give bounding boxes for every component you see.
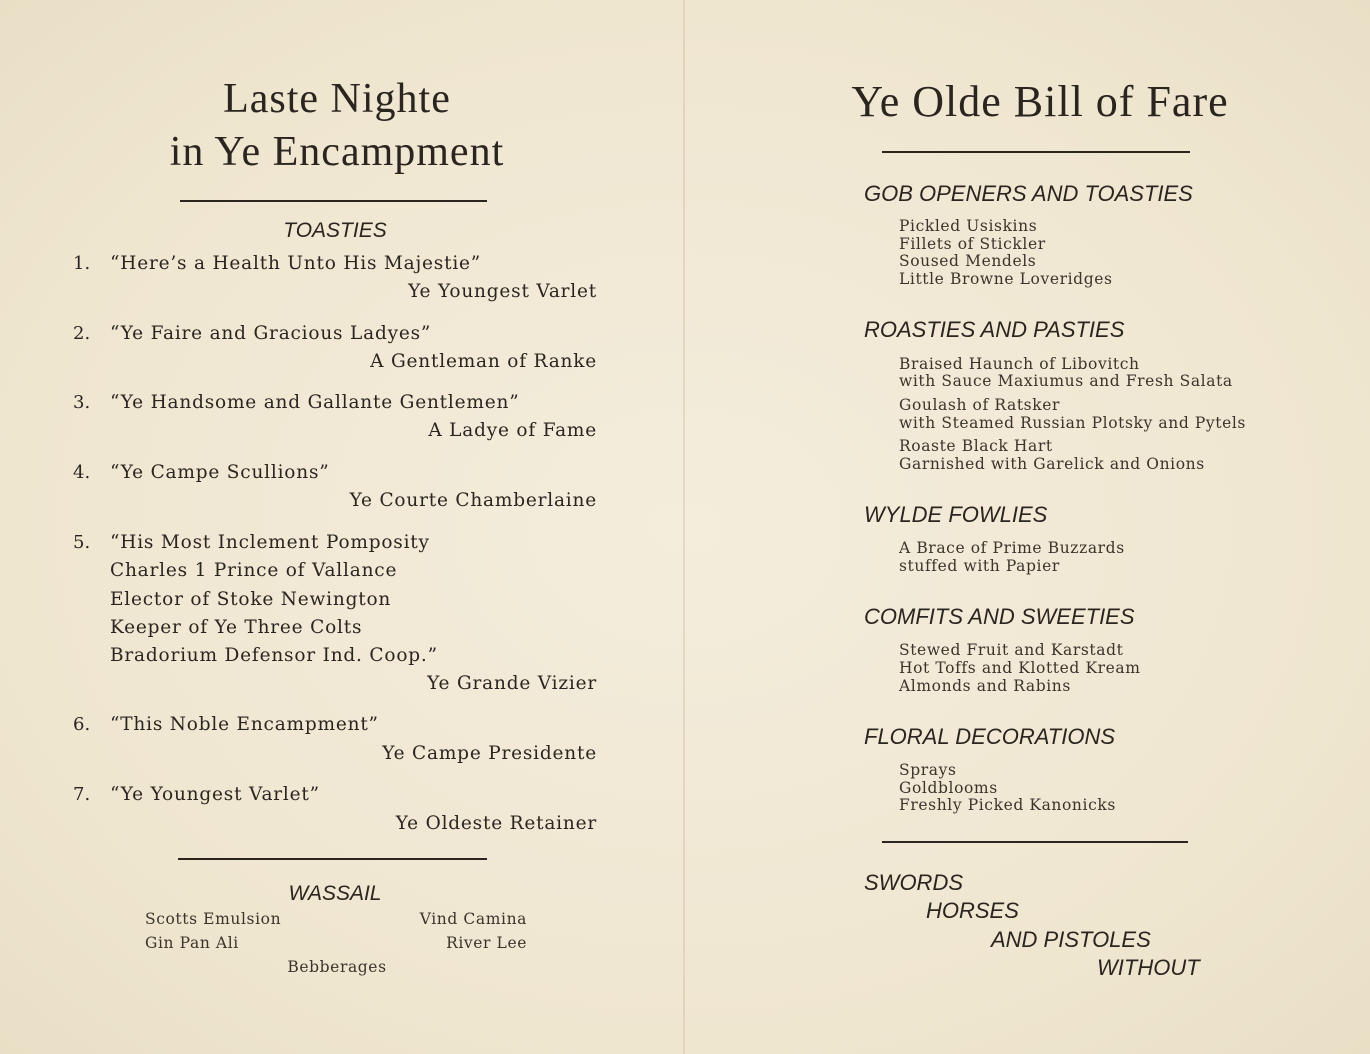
menu-item: Little Browne Loveridges	[899, 270, 1113, 288]
toast-proposer: Ye Grande Vizier	[427, 673, 597, 694]
toast-text: “Here’s a Health Unto His Majestie”	[110, 253, 482, 274]
toast-text: Bradorium Defensor Ind. Coop.”	[110, 645, 438, 667]
menu-item: Freshly Picked Kanonicks	[899, 796, 1116, 814]
menu-item: Garnished with Garelick and Onions	[899, 455, 1205, 473]
divider	[180, 200, 487, 202]
toast-number: 1.	[73, 253, 91, 274]
toast-number: 2.	[73, 323, 91, 344]
page-fold	[683, 0, 685, 1054]
toast-text: “Ye Youngest Varlet”	[110, 784, 320, 805]
menu-item: Roaste Black Hart	[899, 437, 1053, 455]
toast-text: Charles 1 Prince of Vallance	[110, 560, 398, 582]
menu-item: stuffed with Papier	[899, 557, 1060, 575]
toast-number: 7.	[73, 784, 91, 805]
section-heading: COMFITS AND SWEETIES	[864, 604, 1135, 629]
closing-line: AND PISTOLES	[991, 927, 1151, 952]
toast-text: Elector of Stoke Newington	[110, 588, 392, 610]
menu-item: Fillets of Stickler	[899, 235, 1046, 253]
toast-number: 5.	[73, 532, 91, 553]
menu-item: A Brace of Prime Buzzards	[899, 539, 1125, 557]
toast-text: “Ye Faire and Gracious Ladyes”	[110, 323, 432, 344]
toast-proposer: Ye Youngest Varlet	[408, 281, 597, 302]
toasties-heading: TOASTIES	[283, 219, 387, 242]
menu-item: with Steamed Russian Plotsky and Pytels	[899, 414, 1246, 432]
menu-item: with Sauce Maxiumus and Fresh Salata	[899, 372, 1233, 390]
divider	[882, 841, 1188, 843]
wassail-item: Bebberages	[287, 958, 387, 976]
toast-proposer: Ye Oldeste Retainer	[395, 813, 597, 834]
menu-item: Soused Mendels	[899, 252, 1037, 270]
section-heading: FLORAL DECORATIONS	[864, 724, 1116, 749]
menu-item: Hot Toffs and Klotted Kream	[899, 659, 1141, 677]
toast-text: “This Noble Encampment”	[110, 714, 379, 735]
title-line-2: in Ye Encampment	[169, 129, 505, 175]
menu-item: Goulash of Ratsker	[899, 396, 1060, 414]
menu-item: Stewed Fruit and Karstadt	[899, 641, 1124, 659]
closing-line: WITHOUT	[1097, 955, 1200, 980]
divider	[178, 858, 487, 860]
wassail-item: Scotts Emulsion	[145, 910, 282, 928]
closing-line: HORSES	[926, 898, 1019, 923]
toast-text: “Ye Campe Scullions”	[110, 462, 330, 483]
section-heading: WYLDE FOWLIES	[864, 502, 1048, 527]
divider	[882, 151, 1190, 153]
section-heading: GOB OPENERS AND TOASTIES	[864, 181, 1193, 206]
bill-title: Ye Olde Bill of Fare	[851, 77, 1229, 126]
toast-proposer: A Gentleman of Ranke	[370, 351, 597, 372]
menu-item: Sprays	[899, 761, 957, 779]
wassail-item: Gin Pan Ali	[145, 934, 239, 952]
wassail-heading: WASSAIL	[288, 882, 382, 905]
toast-proposer: A Ladye of Fame	[428, 420, 597, 441]
toast-text: Keeper of Ye Three Colts	[110, 616, 363, 638]
section-heading: ROASTIES AND PASTIES	[864, 317, 1125, 342]
toast-text: “Ye Handsome and Gallante Gentlemen”	[110, 392, 520, 413]
toast-number: 6.	[73, 714, 91, 735]
toast-proposer: Ye Campe Presidente	[382, 743, 597, 764]
toast-number: 4.	[73, 462, 91, 483]
title-line-1: Laste Nighte	[223, 76, 451, 122]
wassail-item: River Lee	[446, 934, 527, 952]
menu-item: Almonds and Rabins	[899, 677, 1071, 695]
menu-item: Braised Haunch of Libovitch	[899, 355, 1140, 373]
menu-item: Pickled Usiskins	[899, 217, 1038, 235]
closing-line: SWORDS	[864, 870, 963, 895]
toast-number: 3.	[73, 392, 91, 413]
toast-proposer: Ye Courte Chamberlaine	[349, 490, 597, 511]
menu-item: Goldblooms	[899, 779, 998, 797]
wassail-item: Vind Camina	[419, 910, 527, 928]
toast-text: “His Most Inclement Pomposity	[110, 532, 430, 553]
